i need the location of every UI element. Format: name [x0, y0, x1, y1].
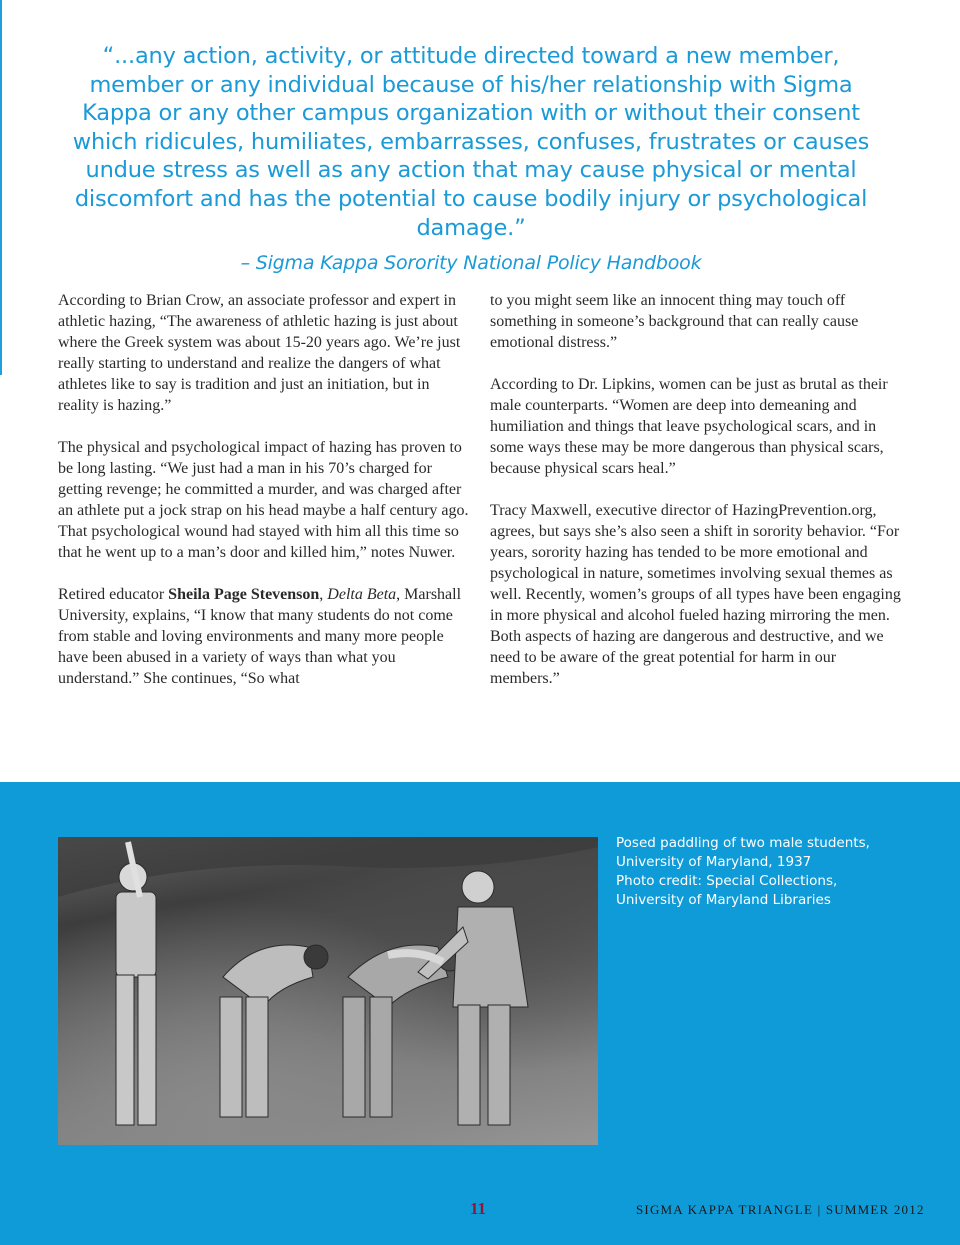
left-paragraph-2: The physical and psychological impact of hazing has proven to be long lasting. “We just had a man in his 70’s charged for getting revenge; he committed a murder, and was charged after an athlete put a jock strap on his head maybe a half century ago. That psychological wound had stayed with him all this time so that he went up to a man’s door and killed him,” notes Nuwer. [58, 439, 469, 561]
chapter-name: Delta Beta [327, 586, 397, 603]
caption-line-3: Photo credit: Special Collections, [616, 873, 838, 889]
left-paragraph-3: Retired educator Sheila Page Stevenson, Delta Beta, Marshall University, explains, “I know that many students do not come from stable and loving environments and many more people have been abused in a variety of ways than what you understand.” She continues, “So what [58, 586, 462, 687]
left-accent-rule [0, 0, 2, 375]
caption-line-1: Posed paddling of two male students, [616, 835, 870, 851]
person-name: Sheila Page Stevenson [168, 586, 320, 603]
right-paragraph-2: According to Dr. Lipkins, women can be just as brutal as their male counterparts. “Women are deep into demeaning and humiliation and things that leave psychological scars, and in some ways these may be more dangerous than physical scars, because physical scars heal.” [490, 376, 888, 477]
right-paragraph-1: to you might seem like an innocent thing may touch off something in someone’s background that can really cause emotional distress.” [490, 292, 859, 351]
page-number: 11 [470, 1199, 487, 1218]
pull-quote-attribution: – Sigma Kappa Sorority National Policy Handbook [240, 252, 702, 275]
caption-line-4: University of Maryland Libraries [616, 892, 831, 908]
photo-caption [616, 834, 916, 910]
pull-quote-text: “...any action, activity, or attitude directed toward a new member, member or any individual because of his/her relationship with Sigma Kappa or any other campus organization with or without their consent which ridicules, humiliates, embarrasses, confuses, frustrates or causes undue stress as well as any action that may cause physical or mental discomfort and has the potential to cause bodily injury or psychological damage.” [72, 43, 870, 241]
historic-photo [58, 837, 598, 1145]
photo-figures-illustration [58, 837, 598, 1145]
publication-footer: SIGMA KAPPA TRIANGLE | SUMMER 2012 [636, 1202, 925, 1217]
pull-quote [58, 42, 884, 276]
caption-line-2: University of Maryland, 1937 [616, 854, 812, 870]
right-column [490, 290, 902, 689]
left-paragraph-1: According to Brian Crow, an associate professor and expert in athletic hazing, “The awareness of athletic hazing is just about where the Greek system was about 15-20 years ago. We’re just really starting to understand and realize the dangers of what athletes like to say is tradition and just an initiation, but in reality is hazing.” [58, 292, 461, 414]
left-column [58, 290, 470, 689]
right-paragraph-3: Tracy Maxwell, executive director of HazingPrevention.org, agrees, but says she’s also seen a shift in sorority behavior. “For years, sorority hazing has tended to be more emotional and psychological in nature, sometimes involving sexual themes as well. Recently, women’s groups of all types have been engaging in more physical and alcohol fueled hazing mirroring the men. Both aspects of hazing are dangerous and destructive, and we need to be aware of the great potential for harm in our members.” [490, 502, 901, 687]
